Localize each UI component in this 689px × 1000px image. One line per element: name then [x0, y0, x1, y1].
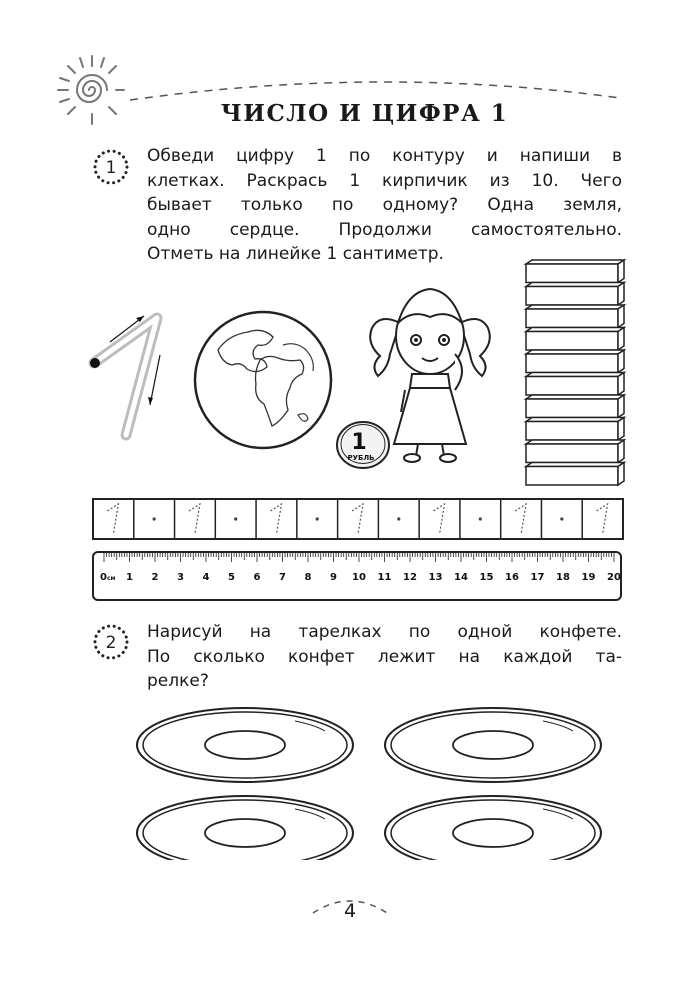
text-line: клетках. Раскрась 1 кирпичик из 10. Чего [147, 170, 622, 191]
ruler-label: 8 [304, 572, 312, 583]
brick[interactable] [526, 305, 624, 328]
ruler-label: 15 [479, 572, 494, 583]
ruler-label: 19 [581, 572, 596, 583]
task1-text [147, 144, 622, 267]
plates-area [135, 700, 615, 860]
coin-label: РУБЛЬ [347, 454, 375, 462]
task-number: 2 [105, 633, 117, 653]
plate[interactable] [385, 796, 601, 860]
ruler-label: 10 [352, 572, 366, 583]
ruler-label: 5 [228, 572, 235, 583]
ruler-label: 9 [330, 572, 337, 583]
brick[interactable] [526, 328, 624, 351]
ruler-label: 18 [556, 572, 570, 583]
ruler-label: 3 [177, 572, 184, 583]
brick[interactable] [526, 373, 624, 396]
brick[interactable] [526, 395, 624, 418]
page-number: 4 [343, 900, 357, 922]
brick[interactable] [526, 440, 624, 463]
task-number-badge [92, 148, 130, 186]
earth-globe-illustration [188, 305, 338, 455]
plate[interactable] [137, 796, 353, 860]
ruler-label: 12 [403, 572, 417, 583]
text-line: одно сердце. Продолжи самостоятельно. [147, 219, 622, 240]
brick[interactable] [526, 350, 624, 373]
task-number-badge [92, 623, 130, 661]
ruler-label: 13 [428, 572, 443, 583]
writing-cells [92, 498, 624, 540]
text-line: По сколько конфет лежит на каждой та- [147, 646, 622, 667]
centimeter-ruler [92, 551, 622, 601]
text-line: Отметь на линейке 1 сантиметр. [147, 244, 444, 264]
task-number: 1 [105, 158, 117, 178]
ruler-label: 14 [454, 572, 468, 583]
ruler-label: 7 [279, 572, 286, 583]
text-line: бывает только по одному? Одна земля, [147, 195, 622, 215]
plate[interactable] [137, 708, 353, 782]
ruler-unit-label: см [107, 575, 116, 582]
brick[interactable] [526, 463, 624, 486]
brick[interactable] [526, 283, 624, 306]
brick[interactable] [526, 260, 624, 283]
text-line: Обведи цифру 1 по контуру и напиши в [147, 146, 622, 166]
page-title: ЧИСЛО И ЦИФРА 1 [220, 100, 509, 127]
brick[interactable] [526, 418, 624, 441]
text-line: релке? [147, 671, 209, 691]
plate[interactable] [385, 708, 601, 782]
ruler-label: 2 [151, 572, 159, 583]
ruler-label: 16 [505, 572, 519, 583]
ruler-label: 6 [253, 572, 261, 583]
ruler-label: 20 [607, 572, 621, 583]
ruler-label: 11 [377, 572, 392, 583]
text-line: Нарисуй на тарелках по одной конфете. [147, 622, 622, 642]
ruler-label: 4 [202, 572, 210, 583]
ruler-label: 1 [126, 572, 133, 583]
digit-one-trace-illustration [82, 300, 182, 450]
ruler-zero-label: 0 [100, 572, 107, 583]
ruler-label: 17 [530, 572, 545, 583]
task2-text [147, 620, 622, 694]
girl-illustration [360, 278, 500, 468]
coin-value: 1 [351, 430, 367, 455]
brick-stack [522, 258, 628, 490]
